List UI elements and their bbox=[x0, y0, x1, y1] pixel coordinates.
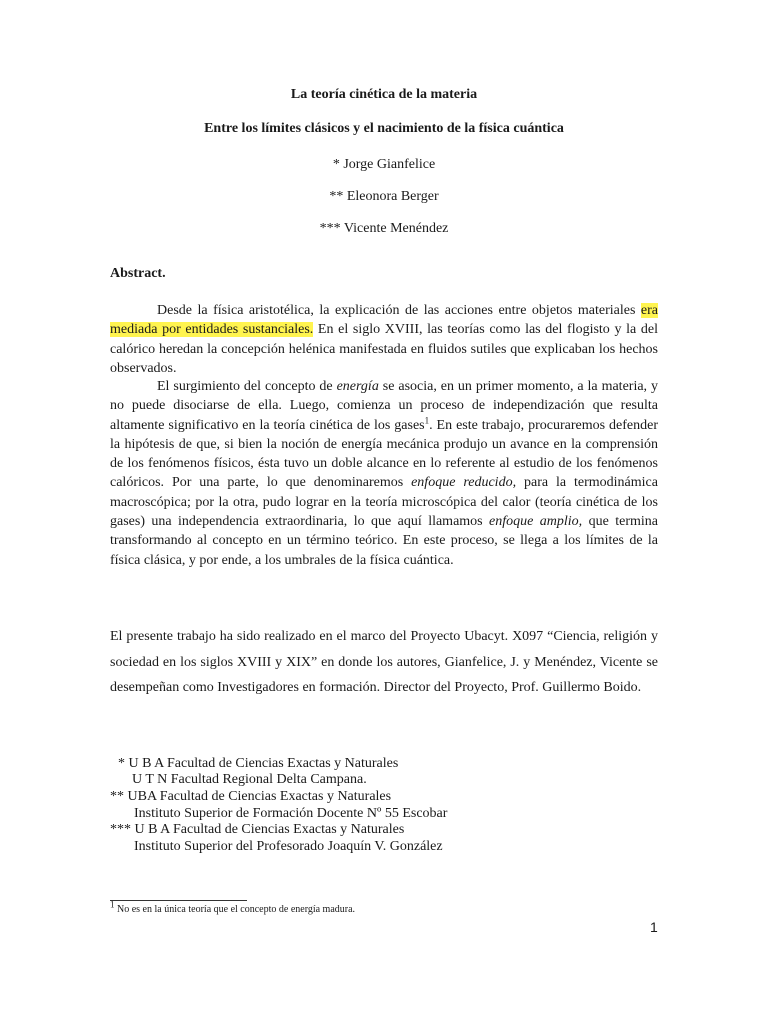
p1-text-before: Desde la física aristotélica, la explicación de las acciones entre objetos materiales bbox=[157, 303, 641, 318]
affiliation-2: U T N Facultad Regional Delta Campana. bbox=[132, 772, 367, 787]
abstract-heading: Abstract. bbox=[110, 266, 166, 281]
p2-text-3: . En este trabajo, procuraremos defender la hipótesis de que, si bien la noción de energía mecánica produjo un avance en la comprensión de los fenómenos físicos, ésta tuvo un doble alcance en lo referente al estudio de los fenómenos calóricos. Por una parte, lo que denominaremos bbox=[110, 417, 658, 491]
p2-text-5: que termina transformando al concepto en un término teórico. En este proceso, se llega a los límites de la física clásica, y por ende, a los umbrales de la física cuántica. bbox=[110, 514, 658, 568]
footnote-number: 1 bbox=[110, 899, 115, 910]
highlighted-text: era mediada por entidades sustanciales. bbox=[110, 303, 658, 338]
project-note: El presente trabajo ha sido realizado en el marco del Proyecto Ubacyt. X097 “Ciencia, religión y sociedad en los siglos XVIII y XIX” en donde los autores, Gianfelice, J. y Menéndez, Vicente se desempeñan como Investigadores en formación. Director del Proyecto, Prof. Guillermo Boido. bbox=[110, 629, 658, 695]
author-2: ** Eleonora Berger bbox=[329, 189, 439, 204]
footnote bbox=[110, 899, 356, 915]
p2-text-1: El surgimiento del concepto de bbox=[157, 379, 337, 394]
document-subtitle: Entre los límites clásicos y el nacimiento de la física cuántica bbox=[204, 121, 564, 136]
abstract-paragraph-1 bbox=[110, 301, 658, 378]
term-energia: energía bbox=[336, 379, 379, 394]
abstract-paragraph-2 bbox=[110, 377, 658, 570]
footnote-text: No es en la única teoría que el concepto de energía madura. bbox=[114, 904, 356, 915]
footnote-ref[interactable]: 1 bbox=[424, 414, 430, 425]
page-number: 1 bbox=[650, 919, 658, 935]
term-enfoque-amplio: enfoque amplio, bbox=[489, 514, 583, 530]
document-title: La teoría cinética de la materia bbox=[290, 87, 478, 102]
affiliation-5: *** U B A Facultad de Ciencias Exactas y Naturales bbox=[110, 822, 405, 837]
author-3: *** Vicente Menéndez bbox=[319, 221, 449, 236]
p2-text-4: para la termodinámica macroscópica; por la otra, pudo lograr en la teoría microscópica del calor (teoría cinética de los gases) una independencia extraordinaria, lo que aquí llamamos bbox=[110, 475, 658, 530]
affiliation-3: ** UBA Facultad de Ciencias Exactas y Naturales bbox=[110, 789, 392, 804]
affiliation-6: Instituto Superior del Profesorado Joaquín V. González bbox=[134, 839, 443, 854]
affiliation-1: * U B A Facultad de Ciencias Exactas y Naturales bbox=[118, 756, 399, 771]
author-1: * Jorge Gianfelice bbox=[332, 157, 436, 172]
p2-text-2: se asocia, en un primer momento, a la materia, y no puede disociarse de ella. Luego, comienza un proceso de independización que resulta altamente significativo en la teoría cinética de los gases bbox=[110, 379, 658, 433]
footnote-separator bbox=[110, 900, 247, 901]
term-enfoque-reducido: enfoque reducido, bbox=[411, 475, 517, 491]
p1-text-after: En el siglo XVIII, las teorías como las del flogisto y la del calórico heredan la concepción helénica manifestada en fluidos sutiles que explicaban los hechos observados. bbox=[110, 322, 658, 376]
affiliation-4: Instituto Superior de Formación Docente Nº 55 Escobar bbox=[134, 806, 448, 821]
